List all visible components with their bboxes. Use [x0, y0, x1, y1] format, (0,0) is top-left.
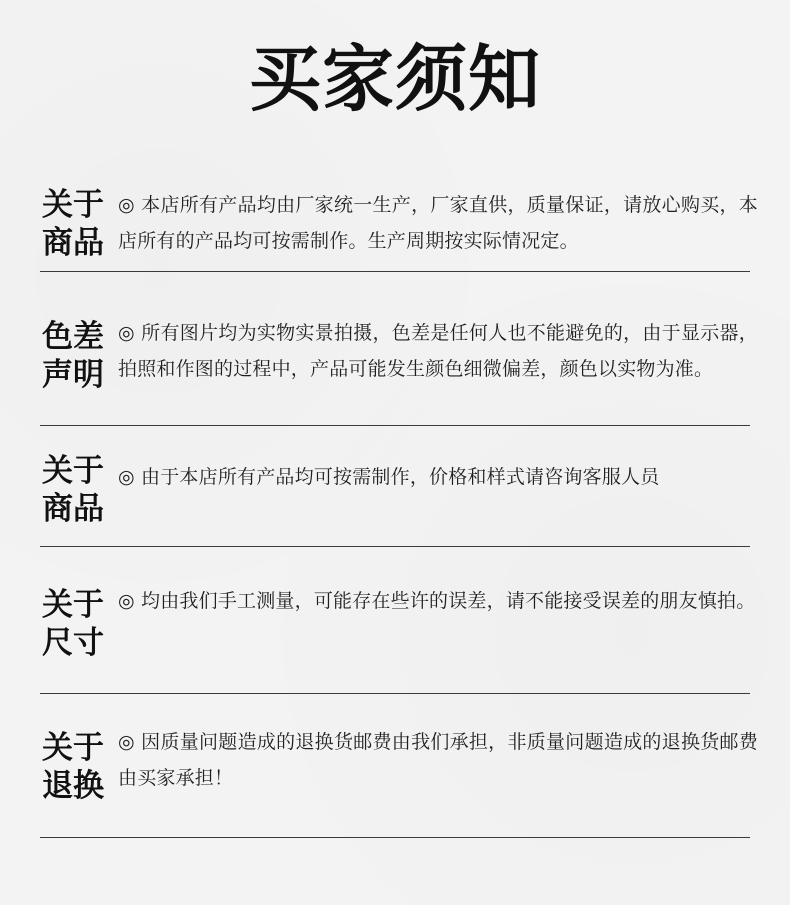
- section-label-line1: 关于: [42, 730, 104, 766]
- section-label-line2: 声明: [42, 357, 104, 393]
- section-label-line2: 退换: [42, 768, 104, 804]
- section-label-line2: 尺寸: [42, 625, 104, 661]
- section-label-line2: 商品: [42, 225, 104, 261]
- section-label-line1: 色差: [42, 319, 104, 355]
- section-label-line2: 商品: [42, 491, 104, 527]
- section-label: [42, 186, 112, 262]
- section-text: ◎ 均由我们手工测量，可能存在些许的误差，请不能接受误差的朋友慎拍。: [118, 590, 756, 612]
- section-label: [42, 452, 112, 528]
- section-label-line1: 关于: [42, 187, 104, 223]
- section-divider: [40, 425, 750, 426]
- section-text: ◎ 本店所有产品均由厂家统一生产，厂家直供，质量保证，请放心购买，本店所有的产品均可按需制作。生产周期按实际情况定。: [118, 194, 758, 252]
- section-text: ◎ 由于本店所有产品均可按需制作，价格和样式请咨询客服人员: [118, 466, 660, 488]
- section-text: ◎ 因质量问题造成的退换货邮费由我们承担，非质量问题造成的退换货邮费由买家承担！: [118, 731, 758, 789]
- section-divider: [40, 837, 750, 838]
- section-divider: [40, 271, 750, 272]
- section-text: ◎ 所有图片均为实物实景拍摄，色差是任何人也不能避免的，由于显示器，拍照和作图的过程中，产品可能发生颜色细微偏差，颜色以实物为准。: [118, 322, 758, 380]
- section-product-custom: [40, 452, 750, 532]
- section-label-line1: 关于: [42, 587, 104, 623]
- section-product: [40, 186, 758, 266]
- section-divider: [40, 693, 750, 694]
- section-divider: [40, 546, 750, 547]
- section-return-exchange: [40, 729, 758, 819]
- section-label-line1: 关于: [42, 453, 104, 489]
- page-title: 买家须知: [248, 37, 541, 121]
- section-size: [40, 586, 756, 676]
- section-label: [42, 586, 112, 662]
- section-label: [42, 318, 112, 394]
- section-label: [42, 729, 112, 805]
- section-color-difference: [40, 318, 758, 418]
